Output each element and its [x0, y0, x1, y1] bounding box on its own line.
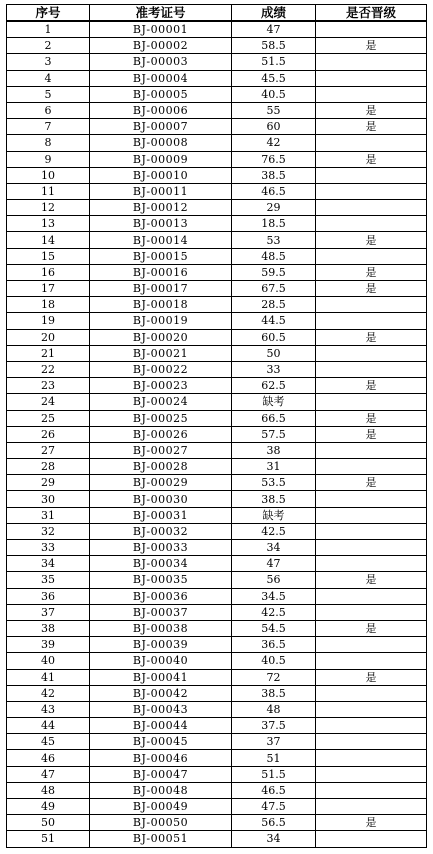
- advanced-cell: 是: [316, 119, 427, 135]
- score-cell: 38: [232, 442, 316, 458]
- seq-cell: 40: [7, 653, 90, 669]
- table-row: [7, 620, 427, 636]
- ticket-number-cell: BJ-00026: [90, 426, 232, 442]
- advanced-cell: [316, 556, 427, 572]
- score-cell: 53: [232, 232, 316, 248]
- table-row: [7, 119, 427, 135]
- score-cell: 59.5: [232, 264, 316, 280]
- score-cell: 38.5: [232, 167, 316, 183]
- table-row: [7, 394, 427, 410]
- table-row: [7, 70, 427, 86]
- table-row: [7, 831, 427, 847]
- ticket-number-cell: BJ-00009: [90, 151, 232, 167]
- seq-cell: 43: [7, 701, 90, 717]
- seq-cell: 44: [7, 718, 90, 734]
- score-cell: 62.5: [232, 378, 316, 394]
- table-row: [7, 135, 427, 151]
- score-cell: 18.5: [232, 216, 316, 232]
- seq-cell: 30: [7, 491, 90, 507]
- seq-cell: 11: [7, 183, 90, 199]
- score-cell: 34: [232, 831, 316, 847]
- seq-cell: 35: [7, 572, 90, 588]
- table-row: [7, 572, 427, 588]
- advanced-cell: 是: [316, 329, 427, 345]
- table-row: [7, 734, 427, 750]
- score-cell: 40.5: [232, 86, 316, 102]
- score-cell: 47: [232, 556, 316, 572]
- ticket-number-cell: BJ-00002: [90, 38, 232, 54]
- table-row: [7, 21, 427, 38]
- score-cell: 42.5: [232, 523, 316, 539]
- advanced-cell: [316, 523, 427, 539]
- ticket-number-cell: BJ-00019: [90, 313, 232, 329]
- seq-cell: 18: [7, 297, 90, 313]
- seq-cell: 17: [7, 281, 90, 297]
- ticket-number-cell: BJ-00005: [90, 86, 232, 102]
- seq-cell: 28: [7, 459, 90, 475]
- seq-cell: 49: [7, 799, 90, 815]
- advanced-cell: 是: [316, 426, 427, 442]
- ticket-number-cell: BJ-00030: [90, 491, 232, 507]
- table-row: [7, 216, 427, 232]
- table-row: [7, 313, 427, 329]
- advanced-cell: 是: [316, 281, 427, 297]
- score-cell: 37.5: [232, 718, 316, 734]
- score-cell: 46.5: [232, 782, 316, 798]
- score-cell: 58.5: [232, 38, 316, 54]
- score-cell: 44.5: [232, 313, 316, 329]
- advanced-cell: [316, 718, 427, 734]
- table-row: [7, 232, 427, 248]
- advanced-cell: [316, 21, 427, 38]
- seq-cell: 46: [7, 750, 90, 766]
- score-cell: 66.5: [232, 410, 316, 426]
- score-cell: 48.5: [232, 248, 316, 264]
- seq-cell: 10: [7, 167, 90, 183]
- table-row: [7, 685, 427, 701]
- score-cell: 56.5: [232, 815, 316, 831]
- table-row: [7, 475, 427, 491]
- seq-cell: 42: [7, 685, 90, 701]
- ticket-number-cell: BJ-00045: [90, 734, 232, 750]
- seq-cell: 36: [7, 588, 90, 604]
- table-row: [7, 766, 427, 782]
- table-row: [7, 718, 427, 734]
- table-row: [7, 297, 427, 313]
- advanced-cell: [316, 637, 427, 653]
- seq-cell: 34: [7, 556, 90, 572]
- table-row: [7, 248, 427, 264]
- score-cell: 40.5: [232, 653, 316, 669]
- ticket-number-cell: BJ-00016: [90, 264, 232, 280]
- advanced-cell: [316, 345, 427, 361]
- seq-cell: 9: [7, 151, 90, 167]
- seq-cell: 47: [7, 766, 90, 782]
- table-row: [7, 540, 427, 556]
- score-cell: 42.5: [232, 604, 316, 620]
- table-row: [7, 556, 427, 572]
- seq-cell: 51: [7, 831, 90, 847]
- table-row: [7, 491, 427, 507]
- table-row: [7, 637, 427, 653]
- table-row: [7, 167, 427, 183]
- ticket-number-cell: BJ-00042: [90, 685, 232, 701]
- table-row: [7, 604, 427, 620]
- table-row: [7, 588, 427, 604]
- advanced-cell: 是: [316, 815, 427, 831]
- advanced-cell: [316, 750, 427, 766]
- advanced-cell: [316, 604, 427, 620]
- ticket-number-cell: BJ-00007: [90, 119, 232, 135]
- advanced-cell: [316, 491, 427, 507]
- seq-cell: 25: [7, 410, 90, 426]
- score-cell: 36.5: [232, 637, 316, 653]
- advanced-cell: [316, 459, 427, 475]
- seq-cell: 50: [7, 815, 90, 831]
- ticket-number-cell: BJ-00015: [90, 248, 232, 264]
- seq-cell: 15: [7, 248, 90, 264]
- ticket-number-cell: BJ-00023: [90, 378, 232, 394]
- ticket-number-cell: BJ-00022: [90, 361, 232, 377]
- seq-cell: 12: [7, 200, 90, 216]
- ticket-number-cell: BJ-00050: [90, 815, 232, 831]
- advanced-cell: 是: [316, 102, 427, 118]
- ticket-number-cell: BJ-00034: [90, 556, 232, 572]
- advanced-cell: [316, 782, 427, 798]
- table-row: [7, 200, 427, 216]
- seq-cell: 27: [7, 442, 90, 458]
- advanced-cell: [316, 685, 427, 701]
- seq-cell: 20: [7, 329, 90, 345]
- table-row: [7, 410, 427, 426]
- seq-cell: 41: [7, 669, 90, 685]
- score-cell: 缺考: [232, 394, 316, 410]
- ticket-number-cell: BJ-00003: [90, 54, 232, 70]
- table-header: [7, 5, 427, 22]
- advanced-cell: [316, 135, 427, 151]
- table-row: [7, 264, 427, 280]
- ticket-number-cell: BJ-00010: [90, 167, 232, 183]
- advanced-cell: [316, 588, 427, 604]
- score-cell: 56: [232, 572, 316, 588]
- seq-cell: 31: [7, 507, 90, 523]
- seq-cell: 48: [7, 782, 90, 798]
- seq-cell: 45: [7, 734, 90, 750]
- header-row: [7, 5, 427, 22]
- seq-cell: 13: [7, 216, 90, 232]
- advanced-cell: 是: [316, 572, 427, 588]
- score-cell: 57.5: [232, 426, 316, 442]
- table-row: [7, 281, 427, 297]
- score-cell: 72: [232, 669, 316, 685]
- ticket-number-cell: BJ-00044: [90, 718, 232, 734]
- ticket-number-cell: BJ-00046: [90, 750, 232, 766]
- advanced-cell: 是: [316, 264, 427, 280]
- ticket-number-cell: BJ-00017: [90, 281, 232, 297]
- seq-cell: 16: [7, 264, 90, 280]
- advanced-cell: [316, 831, 427, 847]
- table-row: [7, 782, 427, 798]
- score-cell: 缺考: [232, 507, 316, 523]
- table-row: [7, 799, 427, 815]
- advanced-cell: [316, 167, 427, 183]
- advanced-cell: [316, 70, 427, 86]
- table-row: [7, 183, 427, 199]
- seq-cell: 22: [7, 361, 90, 377]
- score-cell: 37: [232, 734, 316, 750]
- ticket-number-cell: BJ-00006: [90, 102, 232, 118]
- score-cell: 76.5: [232, 151, 316, 167]
- seq-cell: 6: [7, 102, 90, 118]
- seq-cell: 14: [7, 232, 90, 248]
- ticket-number-cell: BJ-00051: [90, 831, 232, 847]
- score-cell: 29: [232, 200, 316, 216]
- score-cell: 42: [232, 135, 316, 151]
- advanced-cell: 是: [316, 475, 427, 491]
- score-cell: 53.5: [232, 475, 316, 491]
- table-row: [7, 329, 427, 345]
- ticket-number-cell: BJ-00021: [90, 345, 232, 361]
- advanced-cell: [316, 734, 427, 750]
- ticket-number-cell: BJ-00014: [90, 232, 232, 248]
- score-cell: 34: [232, 540, 316, 556]
- advanced-cell: [316, 540, 427, 556]
- score-cell: 38.5: [232, 685, 316, 701]
- table-row: [7, 54, 427, 70]
- table-row: [7, 507, 427, 523]
- table-row: [7, 442, 427, 458]
- advanced-cell: [316, 442, 427, 458]
- score-cell: 51.5: [232, 54, 316, 70]
- seq-cell: 2: [7, 38, 90, 54]
- ticket-number-cell: BJ-00008: [90, 135, 232, 151]
- ticket-number-cell: BJ-00037: [90, 604, 232, 620]
- table-row: [7, 653, 427, 669]
- seq-cell: 8: [7, 135, 90, 151]
- score-cell: 54.5: [232, 620, 316, 636]
- seq-cell: 1: [7, 21, 90, 38]
- seq-cell: 37: [7, 604, 90, 620]
- score-cell: 67.5: [232, 281, 316, 297]
- ticket-number-cell: BJ-00032: [90, 523, 232, 539]
- advanced-cell: 是: [316, 410, 427, 426]
- score-cell: 60.5: [232, 329, 316, 345]
- header-ticket-number: 准考证号: [90, 5, 232, 22]
- ticket-number-cell: BJ-00033: [90, 540, 232, 556]
- ticket-number-cell: BJ-00004: [90, 70, 232, 86]
- score-cell: 38.5: [232, 491, 316, 507]
- score-cell: 55: [232, 102, 316, 118]
- seq-cell: 33: [7, 540, 90, 556]
- seq-cell: 21: [7, 345, 90, 361]
- advanced-cell: [316, 799, 427, 815]
- advanced-cell: [316, 86, 427, 102]
- table-row: [7, 459, 427, 475]
- table-row: [7, 361, 427, 377]
- advanced-cell: [316, 701, 427, 717]
- header-score: 成绩: [232, 5, 316, 22]
- seq-cell: 24: [7, 394, 90, 410]
- ticket-number-cell: BJ-00029: [90, 475, 232, 491]
- advanced-cell: 是: [316, 378, 427, 394]
- advanced-cell: 是: [316, 669, 427, 685]
- table-row: [7, 523, 427, 539]
- seq-cell: 4: [7, 70, 90, 86]
- seq-cell: 7: [7, 119, 90, 135]
- advanced-cell: [316, 361, 427, 377]
- seq-cell: 5: [7, 86, 90, 102]
- seq-cell: 19: [7, 313, 90, 329]
- seq-cell: 32: [7, 523, 90, 539]
- ticket-number-cell: BJ-00035: [90, 572, 232, 588]
- advanced-cell: 是: [316, 38, 427, 54]
- score-cell: 47.5: [232, 799, 316, 815]
- table-row: [7, 345, 427, 361]
- advanced-cell: [316, 216, 427, 232]
- seq-cell: 39: [7, 637, 90, 653]
- score-cell: 47: [232, 21, 316, 38]
- ticket-number-cell: BJ-00025: [90, 410, 232, 426]
- table-row: [7, 426, 427, 442]
- advanced-cell: 是: [316, 232, 427, 248]
- score-cell: 31: [232, 459, 316, 475]
- advanced-cell: [316, 297, 427, 313]
- ticket-number-cell: BJ-00047: [90, 766, 232, 782]
- advanced-cell: [316, 394, 427, 410]
- score-cell: 51.5: [232, 766, 316, 782]
- ticket-number-cell: BJ-00020: [90, 329, 232, 345]
- ticket-number-cell: BJ-00027: [90, 442, 232, 458]
- ticket-number-cell: BJ-00018: [90, 297, 232, 313]
- ticket-number-cell: BJ-00041: [90, 669, 232, 685]
- ticket-number-cell: BJ-00048: [90, 782, 232, 798]
- header-advanced: 是否晋级: [316, 5, 427, 22]
- advanced-cell: [316, 54, 427, 70]
- advanced-cell: [316, 183, 427, 199]
- score-cell: 28.5: [232, 297, 316, 313]
- ticket-number-cell: BJ-00012: [90, 200, 232, 216]
- ticket-number-cell: BJ-00036: [90, 588, 232, 604]
- seq-cell: 23: [7, 378, 90, 394]
- ticket-number-cell: BJ-00038: [90, 620, 232, 636]
- seq-cell: 38: [7, 620, 90, 636]
- ticket-number-cell: BJ-00001: [90, 21, 232, 38]
- table-row: [7, 669, 427, 685]
- seq-cell: 3: [7, 54, 90, 70]
- advanced-cell: [316, 248, 427, 264]
- ticket-number-cell: BJ-00024: [90, 394, 232, 410]
- table-row: [7, 86, 427, 102]
- score-cell: 34.5: [232, 588, 316, 604]
- table-row: [7, 378, 427, 394]
- score-cell: 45.5: [232, 70, 316, 86]
- header-seq: 序号: [7, 5, 90, 22]
- ticket-number-cell: BJ-00028: [90, 459, 232, 475]
- ticket-number-cell: BJ-00043: [90, 701, 232, 717]
- table-row: [7, 151, 427, 167]
- score-cell: 60: [232, 119, 316, 135]
- ticket-number-cell: BJ-00011: [90, 183, 232, 199]
- seq-cell: 29: [7, 475, 90, 491]
- ticket-number-cell: BJ-00031: [90, 507, 232, 523]
- seq-cell: 26: [7, 426, 90, 442]
- score-cell: 50: [232, 345, 316, 361]
- advanced-cell: [316, 766, 427, 782]
- table-row: [7, 701, 427, 717]
- advanced-cell: [316, 313, 427, 329]
- table-row: [7, 750, 427, 766]
- score-cell: 48: [232, 701, 316, 717]
- ticket-number-cell: BJ-00039: [90, 637, 232, 653]
- score-cell: 33: [232, 361, 316, 377]
- table-row: [7, 102, 427, 118]
- advanced-cell: [316, 507, 427, 523]
- score-cell: 46.5: [232, 183, 316, 199]
- table-row: [7, 815, 427, 831]
- ticket-number-cell: BJ-00013: [90, 216, 232, 232]
- ticket-number-cell: BJ-00040: [90, 653, 232, 669]
- results-table: [6, 4, 427, 848]
- table-row: [7, 38, 427, 54]
- advanced-cell: [316, 653, 427, 669]
- ticket-number-cell: BJ-00049: [90, 799, 232, 815]
- score-cell: 51: [232, 750, 316, 766]
- table-body: [7, 21, 427, 847]
- advanced-cell: 是: [316, 620, 427, 636]
- advanced-cell: [316, 200, 427, 216]
- advanced-cell: 是: [316, 151, 427, 167]
